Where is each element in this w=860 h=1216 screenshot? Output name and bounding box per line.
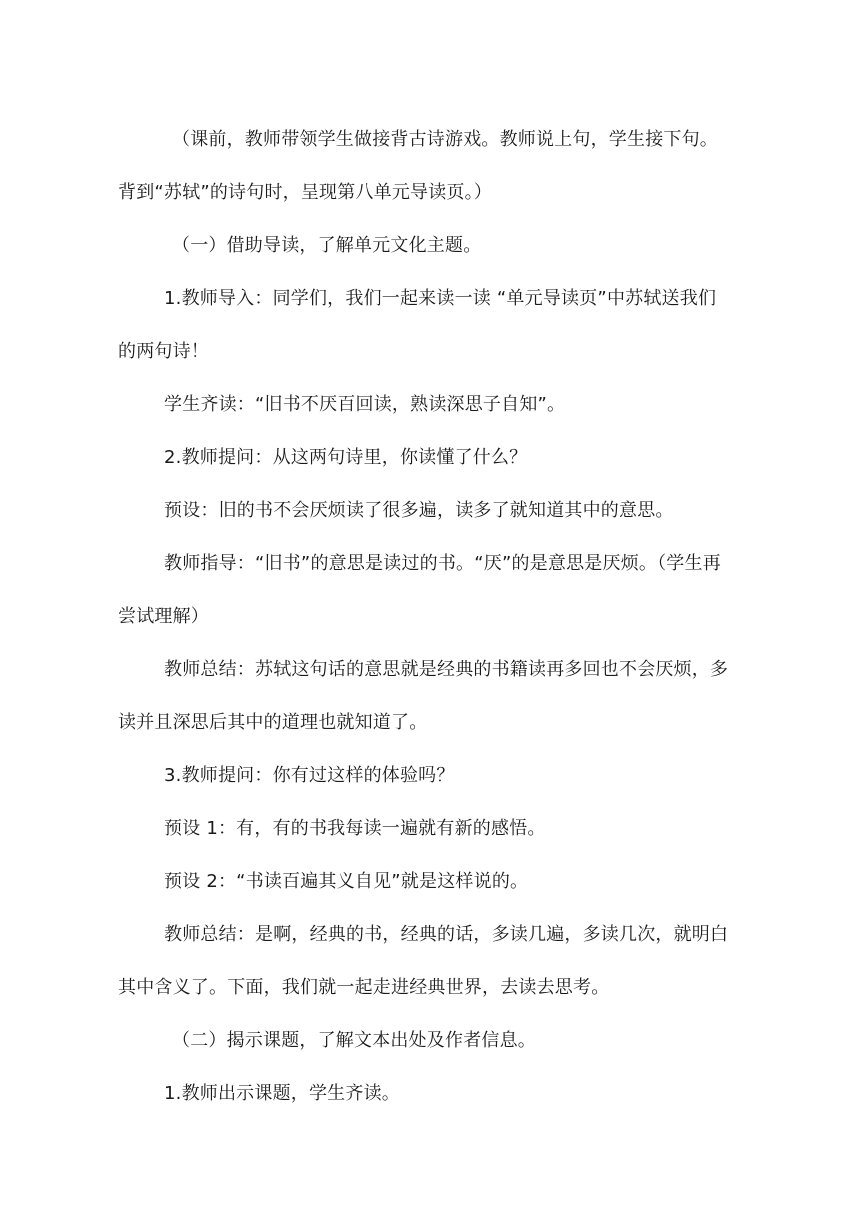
paragraph-show-title: 1.教师出示课题，学生齐读。 — [164, 1083, 400, 1104]
paragraph-preset-1: 预设 1：有，有的书我每读一遍就有新的感悟。 — [164, 818, 546, 839]
paragraph-teacher-intro: 1.教师导入：同学们，我们一起来读一读 “单元导读页”中苏轼送我们的两句诗！ — [118, 288, 717, 362]
intro-paragraph: （课前，教师带领学生做接背古诗游戏。教师说上句，学生接下句。背到“苏轼”的诗句时，呈现第八单元导读页。） — [118, 129, 718, 203]
paragraph-teacher-question-3: 3.教师提问：你有过这样的体验吗？ — [164, 765, 455, 786]
paragraph-preset-2: 预设 2：“书读百遍其义自见”就是这样说的。 — [164, 871, 529, 892]
paragraph-teacher-summary-2: 教师总结：是啊，经典的书，经典的话，多读几遍，多读几次，就明白其中含义了。下面，我们就一起走进经典世界，去读去思考。 — [118, 924, 729, 998]
paragraph-teacher-guidance: 教师指导：“旧书”的意思是读过的书。“厌”的是意思是厌烦。（学生再尝试理解） — [118, 553, 721, 627]
section-heading-1: （一）借助导读，了解单元文化主题。 — [172, 235, 482, 256]
paragraph-preset: 预设：旧的书不会厌烦读了很多遍，读多了就知道其中的意思。 — [164, 500, 674, 521]
section-heading-2: （二）揭示课题，了解文本出处及作者信息。 — [172, 1030, 536, 1051]
paragraph-teacher-summary-1: 教师总结：苏轼这句话的意思就是经典的书籍读再多回也不会厌烦，多读并且深思后其中的道理也就知道了。 — [118, 659, 729, 733]
paragraph-teacher-question-2: 2.教师提问：从这两句诗里，你读懂了什么？ — [164, 447, 528, 468]
paragraph-students-read: 学生齐读：“旧书不厌百回读，熟读深思子自知”。 — [164, 394, 566, 415]
